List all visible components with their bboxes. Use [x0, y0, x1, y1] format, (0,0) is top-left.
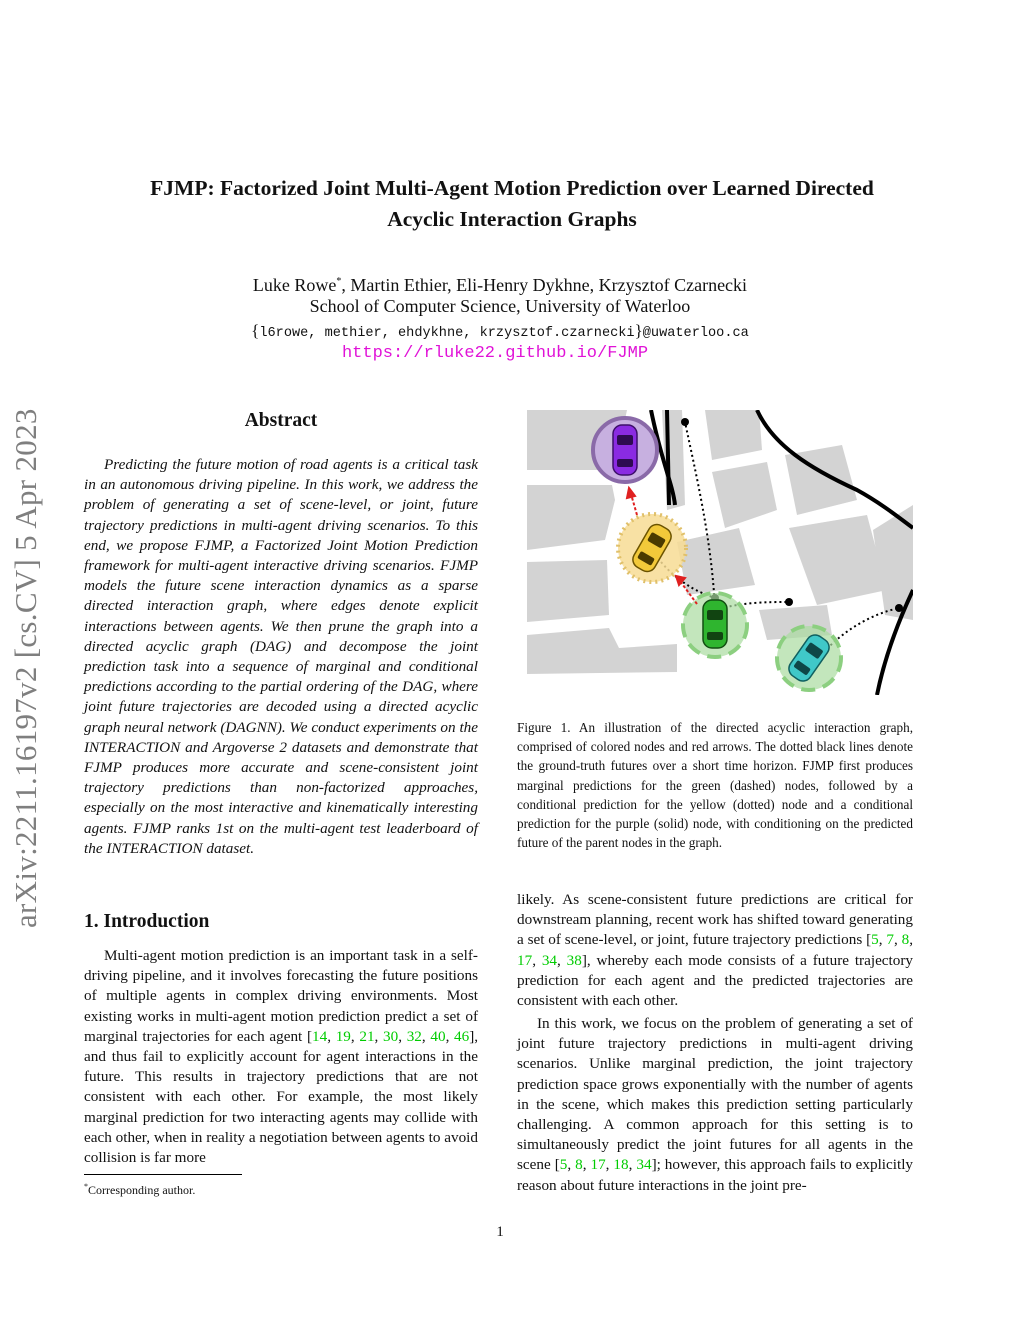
cyan-dashed-node [777, 626, 841, 690]
section-heading-introduction: 1. Introduction [84, 911, 210, 932]
email-domain: @uwaterloo.ca [642, 326, 749, 341]
yellow-dotted-node [618, 514, 686, 582]
intro-r1-text-a: likely. As scene-consistent future predictions are critical for downstream planning, recent work has shifted toward generating a set of scene-level, or joint, future trajectory predictions [ [517, 891, 913, 949]
project-url-link[interactable]: https://rluke22.github.io/FJMP [341, 344, 649, 363]
intro-paragraph-3 [517, 1014, 913, 1196]
figure-caption: Figure 1. An illustration of the directed acyclic interaction graph, comprised of colored nodes and red arrows. The dotted black lines denote the ground-truth futures over a short time horizon. FJMP first produces marginal predictions for the green (dashed) nodes, followed by a conditional prediction for the yellow (dotted) node and a conditional prediction for the purple (solid) node, with conditioning on the predicted future of the parent nodes in the graph. [517, 720, 913, 851]
author-emails: {l6rowe, methier, ehdykhne, krzysztof.czarnecki}@uwaterloo.ca [251, 321, 749, 341]
title-line-2: Acyclic Interaction Graphs [387, 207, 637, 231]
author-list: Luke Rowe*, Martin Ethier, Eli-Henry Dykhne, Krzysztof Czarnecki [252, 275, 748, 295]
purple-solid-node [593, 418, 657, 482]
intro-p1-text-a: Multi-agent motion prediction is an important task in a self-driving pipeline, and it involves forecasting the future positions of multiple agents in complex driving environments. Most existing works in multi-agent motion prediction predict a set of marginal trajectories for each agent [ [84, 947, 478, 1045]
author-rest: Martin Ethier, Eli-Henry Dykhne, Krzysztof Czarnecki [350, 275, 748, 295]
author-footnote-mark: * [336, 276, 342, 287]
footnote-text: Corresponding author. [88, 1183, 196, 1197]
citation[interactable]: 5, 8, 17, 18, 34 [559, 1156, 652, 1174]
author-lead: Luke Rowe [252, 275, 337, 295]
title-line-1: FJMP: Factorized Joint Multi-Agent Motion Prediction over Learned Directed [150, 176, 874, 200]
footnote-divider [84, 1174, 242, 1175]
abstract-text: Predicting the future motion of road agents is a critical task in an autonomous driving pipeline. In this work, we address the problem of generating a set of scene-level, or joint, future trajectory predictions in multi-agent driving scenarios. To this end, we propose FJMP, a Factorized Joint Motion Prediction framework for multi-agent interactive driving scenarios. FJMP models the future scene interaction dynamics as a sparse directed interaction graph, where edges denote explicit interactions between agents. We then prune the graph into a directed acyclic graph (DAG) and decompose the joint prediction task into a sequence of marginal and conditional predictions according to the partial ordering of the DAG, where joint future trajectories are decoded using a directed acyclic graph neural network (DAGNN). We conduct experiments on the INTERACTION and Argoverse 2 datasets and demonstrate that FJMP produces more accurate and scene-consistent joint trajectory predictions than non-factorized approaches, especially on the most interactive and kinematically interesting agents. FJMP ranks 1st on the multi-agent test leaderboard of the INTERACTION dataset. [84, 456, 478, 857]
intro-paragraph-1 [84, 946, 478, 1168]
abstract-heading: Abstract [244, 410, 318, 431]
figure-interaction-graph [527, 410, 913, 695]
affiliation: School of Computer Science, University of Waterloo [309, 296, 691, 316]
intro-r2-text-a: In this work, we focus on the problem of generating a set of joint future trajectory predictions in multi-agent driving scenarios. Unlike marginal prediction, the joint trajectory prediction space grows exponentially with the number of agents in the scene, which makes this prediction setting particularly challenging. A common approach for this setting is to simultaneously predict the joint futures for all agents in the scene [ [517, 1015, 913, 1174]
citation[interactable]: 14, 19, 21, 30, 32, 40, 46 [312, 1027, 470, 1045]
intro-r1-text-b: ], whereby each mode consists of a future trajectory prediction for each agent and the predicted trajectories are consistent with each other. [517, 951, 914, 1010]
email-names: l6rowe, methier, ehdykhne, krzysztof.czarnecki [259, 326, 635, 341]
footnote [84, 1179, 478, 1198]
paper-title [60, 173, 964, 235]
citation[interactable]: 5, 7, 8, 17, 34, 38 [517, 931, 914, 969]
green-dashed-node [683, 593, 747, 657]
intro-r2-text-b: ]; however, this approach fails to explicitly reason about future interactions in the joint pre- [517, 1156, 914, 1194]
page-number: 1 [496, 1223, 504, 1240]
intro-paragraph-2 [517, 890, 913, 1011]
intro-p1-text-b: ], and thus fail to explicitly account for agent interactions in the future. This results in trajectory predictions that are not consistent with each other. For example, the most likely marginal prediction for two interacting agents may collide with each other, when in reality a negotiation between agents to avoid collision is far more [84, 1027, 479, 1167]
footnote-mark: * [84, 1182, 88, 1191]
arxiv-identifier: arXiv:2211.16197v2 [cs.CV] 5 Apr 2023 [8, 408, 43, 928]
